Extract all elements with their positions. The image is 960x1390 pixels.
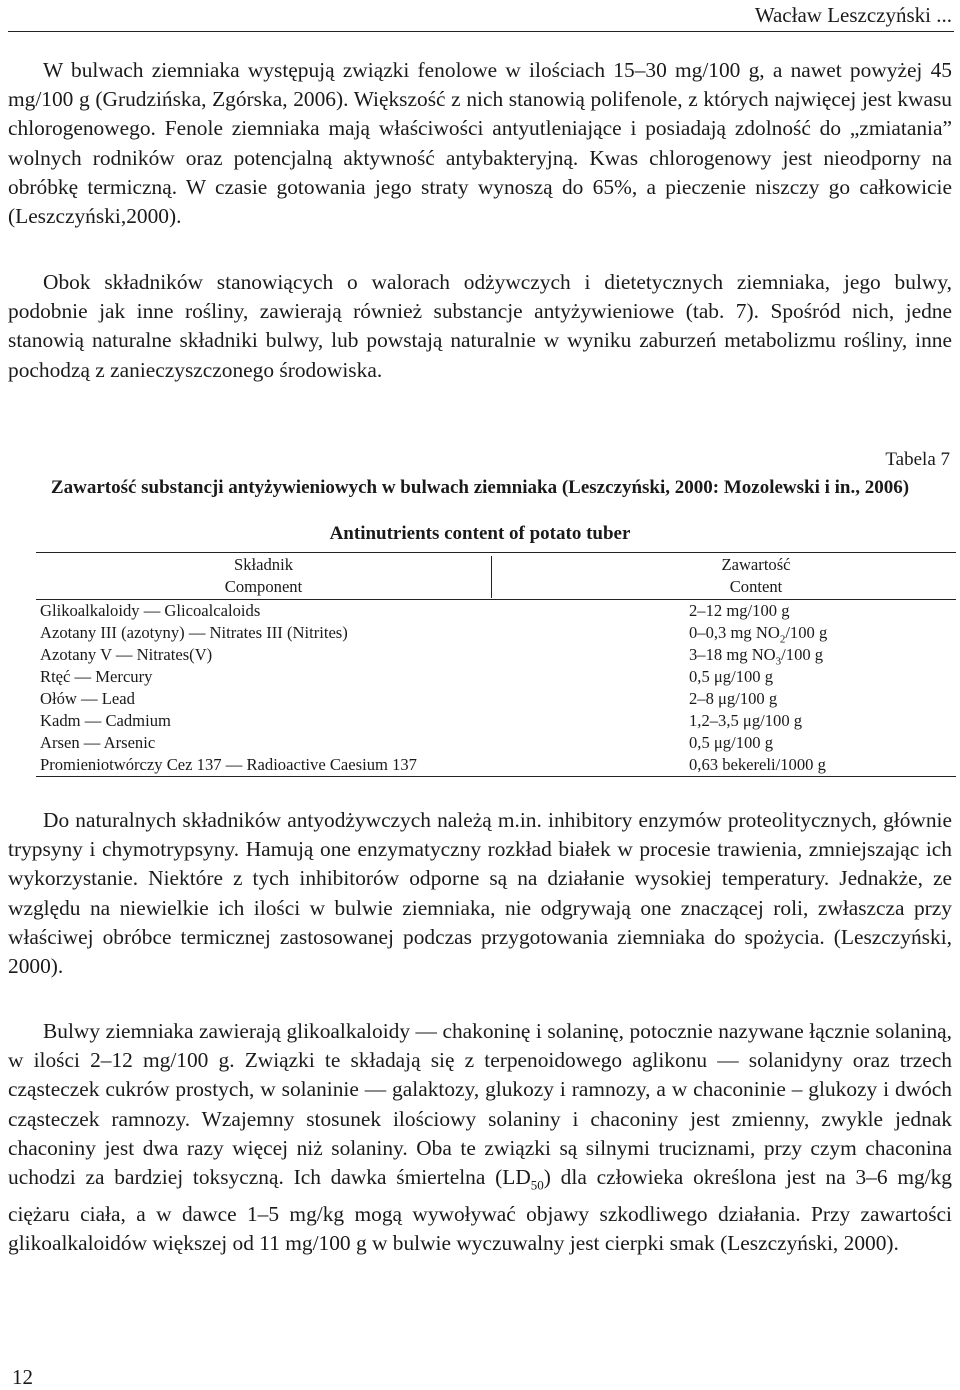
table-row [36, 666, 956, 688]
content-value: 0–0,3 mg NO [689, 623, 780, 642]
table-number: Tabela 7 [885, 449, 950, 470]
cell-component: Arsen — Arsenic [40, 733, 156, 752]
header-content-en: Content [729, 577, 783, 596]
table-row [36, 732, 956, 754]
content-unit: /100 g [785, 623, 828, 642]
cell-component: Azotany III (azotyny) — Nitrates III (Nitrites) [40, 623, 348, 642]
table-caption-pl: Zawartość substancji antyżywieniowych w bulwach ziemniaka (Leszczyński, 2000: Mozolewski i in., 2006) [50, 477, 910, 498]
cell-content: 2–12 mg/100 g [689, 601, 790, 620]
table-row [36, 622, 956, 644]
table-top-rule [36, 552, 956, 553]
table-row [36, 754, 956, 776]
table-bottom-rule [36, 776, 956, 777]
cell-content: 0,5 μg/100 g [689, 667, 774, 686]
header-component-pl: Składnik [233, 555, 293, 574]
content-subscript: 3 [775, 655, 782, 668]
content-value: 3–18 mg NO [689, 645, 776, 664]
header-content-pl: Zawartość [721, 555, 791, 574]
header-rule [8, 31, 954, 32]
content-unit: /100 g [781, 645, 824, 664]
content-subscript: 2 [779, 633, 786, 646]
glycoalkaloids-text-end: ) dla człowieka określona jest na 3–6 mg/kg ciężaru ciała, a w dawce 1–5 mg/kg mogą wywoływać objawy szkodliwego działania. Przy zawartości glikoalkaloidów większej od 11 mg/100 g w bulwie wyczuwalny jest cierpki smak (Leszczyński, 2000). [8, 1165, 952, 1255]
ld-subscript: 50 [530, 1177, 544, 1193]
cell-content: 1,2–3,5 μg/100 g [689, 711, 803, 730]
cell-content: 2–8 μg/100 g [689, 689, 778, 708]
page-number: 12 [12, 1365, 33, 1389]
table-row [36, 644, 956, 666]
cell-component: Promieniotwórczy Cez 137 — Radioactive Caesium 137 [40, 755, 417, 774]
cell-component: Ołów — Lead [40, 689, 135, 708]
glycoalkaloids-text-start: Bulwy ziemniaka zawierają glikoalkaloidy — chakoninę i solaninę, potocznie nazywane łącznie solaniną, w ilości 2–12 mg/100 g. Związki te składają się z terpenoidowego aglikonu — solanidyny oraz trzech cząsteczek cukrów prostych, w solaninie — galaktozy, glukozy i ramnozy, a w chaconinie – glukozy i dwóch cząsteczek ramnozy. Wzajemny stosunek ilościowy solaniny i chaconiny jest zmienny, zwykle jednak chaconiny jest dwa razy więcej niż solaniny. Oba te związki są silnymi truciznami, przy czym chaconina uchodzi za bardziej toksyczną. Ich dawka śmiertelna (LD [8, 1019, 952, 1190]
paragraph-antinutrients-intro: Obok składników stanowiących o walorach odżywczych i dietetycznych ziemniaka, jego bulwy, podobnie jak inne rośliny, zawierają również substancje antyżywieniowe (tab. 7). Spośród nich, jedne stanowią naturalne składniki bulwy, lub powstają naturalnie w wyniku zaburzeń metabolizmu rośliny, inne pochodzą z zanieczyszczonego środowiska. [8, 270, 952, 382]
paragraph-phenols: W bulwach ziemniaka występują związki fenolowe w ilościach 15–30 mg/100 g, a nawet powyżej 45 mg/100 g (Grudzińska, Zgórska, 2006). Większość z nich stanowią polifenole, z których najwięcej jest kwasu chlorogenowego. Fenole ziemniaka mają właściwości antyutleniające i posiadają zdolność do „zmiatania” wolnych rodników oraz potencjalną aktywność antybakteryjną. Kwas chlorogenowy jest nieodporny na obróbkę termiczną. W czasie gotowania jego straty wynoszą do 65%, a pieczenie niszczy go całkowicie (Leszczyński,2000). [8, 58, 952, 229]
cell-content: 0,63 bekereli/1000 g [689, 755, 826, 774]
table-row [36, 600, 956, 622]
header-column-divider [491, 556, 492, 598]
cell-component: Azotany V — Nitrates(V) [40, 645, 213, 664]
cell-component: Kadm — Cadmium [40, 711, 171, 730]
cell-content: 0,5 μg/100 g [689, 733, 774, 752]
header-component-en: Component [224, 577, 303, 596]
paragraph-glycoalkaloids [8, 1017, 952, 1258]
cell-component: Glikoalkaloidy — Glicoalcaloids [40, 601, 261, 620]
table-caption-en: Antinutrients content of potato tuber [329, 523, 631, 544]
running-header: Wacław Leszczyński ... [754, 3, 952, 27]
paragraph-protease-inhibitors: Do naturalnych składników antyodżywczych należą m.in. inhibitory enzymów proteolitycznych, głównie trypsyny i chymotrypsyny. Hamują one enzymatyczny rozkład białek w procesie trawienia, zmniejszając ich wykorzystanie. Niektóre z tych inhibitorów odporne są na działanie wysokiej temperatury. Jednakże, ze względu na niewielkie ich ilości w bulwie ziemniaka, nie odgrywają one znaczącej roli, zwłaszcza przy właściwej obróbce termicznej zastosowanej podczas przygotowania ziemniaka do spożycia. (Leszczyński, 2000). [8, 808, 952, 979]
cell-component: Rtęć — Mercury [40, 667, 153, 686]
table-row [36, 710, 956, 732]
table-row [36, 688, 956, 710]
